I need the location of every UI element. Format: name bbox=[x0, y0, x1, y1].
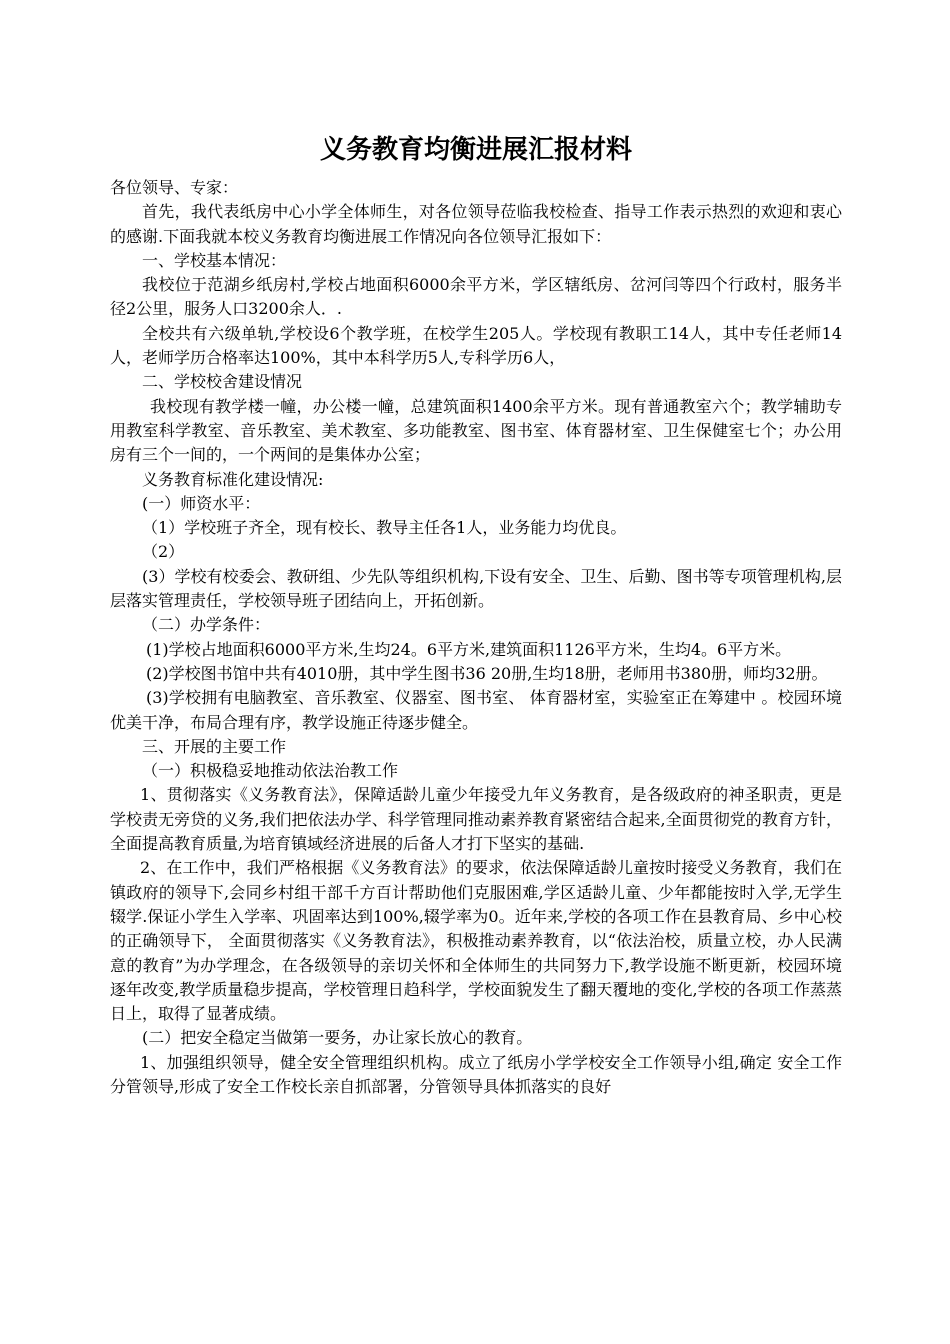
document-page bbox=[110, 130, 842, 1099]
subsection-heading-law: （一）积极稳妥地推动依法治教工作 bbox=[142, 761, 399, 781]
list-item-facilities: (3)学校拥有电脑教室、音乐教室、仪器室、图书室、 体育器材室，实验室正在筹建中 。校园环境优美干净，布局合理有序，教学设施正待逐步健全。 bbox=[110, 688, 842, 732]
list-item-organization: (3）学校有校委会、教研组、少先队等组织机构,下设有安全、卫生、后勤、图书等专项管理机构,层层落实管理责任，学校领导班子团结向上，开拓创新。 bbox=[110, 566, 842, 611]
paragraph-location: 我校位于范湖乡纸房村,学校占地面积6000余平方米，学区辖纸房、岔河闫等四个行政村，服务半径2公里，服务人口3200余人．. bbox=[110, 275, 842, 319]
subsection-heading-safety: (二）把安全稳定当做第一要务，办让家长放心的教育。 bbox=[142, 1028, 533, 1048]
list-item-area: (1)学校占地面积6000平方米,生均24。6平方米,建筑面积1126平方米，生均4。6平方米。 bbox=[146, 639, 792, 659]
subsection-heading-conditions: （二）办学条件： bbox=[142, 615, 271, 635]
section-heading-2: 二、学校校舍建设情况 bbox=[142, 372, 303, 392]
paragraph-law-2: 2、在工作中，我们严格根据《义务教育法》的要求，依法保障适龄儿童按时接受义务教育，我们在镇政府的领导下,会同乡村组干部千方百计帮助他们克服困难,学区适龄儿童、少年都能按时入学,无学生辍学.保证小学生入学率、巩固率达到100%,辍学率为0。近年来,学校的各项工作在县教育局、乡中心校的正确领导下， 全面贯彻落实《义务教育法》，积极推动素养教育，以“依法治校，质量立校，办人民满意的教育”为办学理念，在各级领导的亲切关怀和全体师生的共同努力下,教学设施不断更新，校园环境逐年改变,教学质量稳步提高，学校管理日趋科学，学校面貌发生了翻天覆地的变化,学校的各项工作蒸蒸日上，取得了显著成绩。 bbox=[110, 858, 842, 1024]
document-title: 义务教育均衡进展汇报材料 bbox=[319, 135, 632, 165]
subsection-heading-teachers: (一）师资水平： bbox=[142, 493, 261, 513]
section-heading-3: 三、开展的主要工作 bbox=[142, 736, 287, 756]
paragraph-staff: 全校共有六级单轨,学校设6个教学班，在校学生205人。学校现有教职工14人，其中专任老师14人，老师学历合格率达100%，其中本科学历5人,专科学历6人， bbox=[110, 323, 842, 368]
list-item-library: (2)学校图书馆中共有4010册，其中学生图书36 20册,生均18册，老师用书380册，师均32册。 bbox=[146, 663, 828, 683]
salutation: 各位领导、专家： bbox=[110, 178, 239, 197]
intro-paragraph: 首先，我代表纸房中心小学全体师生，对各位领导莅临我校检查、指导工作表示热烈的欢迎和衷心的感谢.下面我就本校义务教育均衡进展工作情况向各位领导汇报如下： bbox=[110, 202, 842, 246]
paragraph-safety-1: 1、加强组织领导，健全安全管理组织机构。成立了纸房小学学校安全工作领导小组,确定 安全工作分管领导,形成了安全工作校长亲自抓部署，分管领导具体抓落实的良好 bbox=[110, 1052, 842, 1096]
section-heading-1: 一、学校基本情况： bbox=[142, 250, 287, 270]
paragraph-law-1: 1、贯彻落实《义务教育法》，保障适龄儿童少年接受九年义务教育，是各级政府的神圣职责，更是学校责无旁贷的义务,我们把依法办学、科学管理同推动素养教育紧密结合起来,全面贯彻党的教育方针，全面提高教育质量,为培育镇域经济进展的后备人才打下坚实的基础. bbox=[110, 785, 842, 854]
paragraph-buildings: 我校现有教学楼一幢，办公楼一幢，总建筑面积1400余平方米。现有普通教室六个；教学辅助专用教室科学教室、音乐教室、美术教室、多功能教室、图书室、体育器材室、卫生保健室七个；办公用房有三个一间的，一个两间的是集体办公室； bbox=[110, 396, 842, 465]
list-item-leadership: （1）学校班子齐全，现有校长、教导主任各1人，业务能力均优良。 bbox=[142, 518, 627, 538]
subsection-heading-standardization: 义务教育标准化建设情况: bbox=[142, 469, 324, 489]
list-item-empty: （2） bbox=[142, 542, 185, 562]
